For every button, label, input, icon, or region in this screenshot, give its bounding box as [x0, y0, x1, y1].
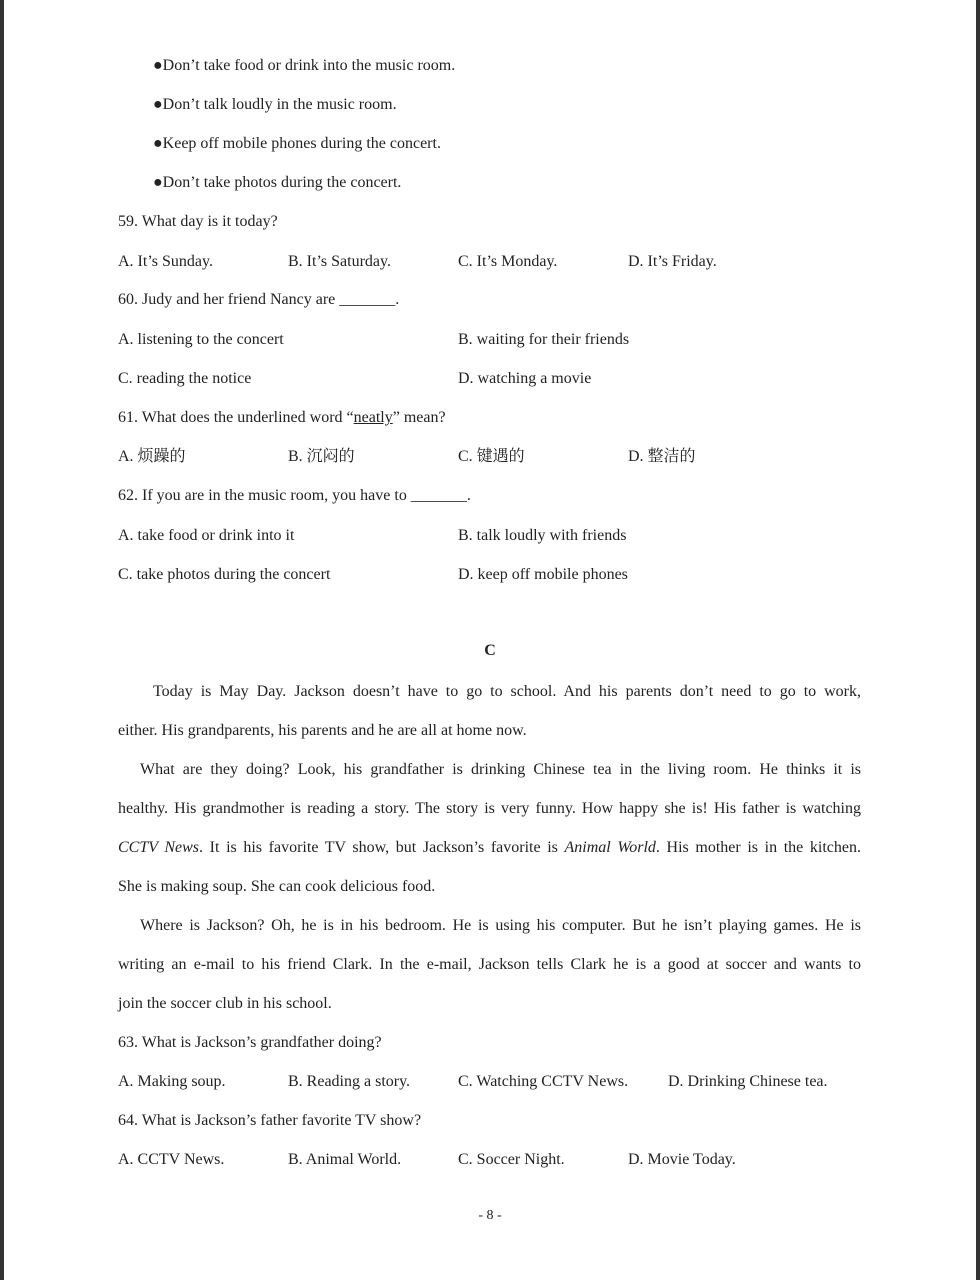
show-title-cctv-news: CCTV News	[118, 839, 200, 856]
rule-item: ●Don’t talk loudly in the music room.	[153, 96, 397, 113]
q64-option-b: B. Animal World.	[288, 1151, 402, 1168]
passage-line: What are they doing? Look, his grandfather is drinking Chinese tea in the living room. He thinks it is	[140, 761, 861, 778]
passage-line: healthy. His grandmother is reading a story. The story is very funny. How happy she is! His father is watching	[118, 800, 861, 817]
q60-blank: _______	[339, 291, 396, 308]
question-60-stem	[118, 290, 399, 310]
q64-option-c: C. Soccer Night.	[458, 1151, 565, 1168]
q60-stem-text: 60. Judy and her friend Nancy are	[118, 291, 340, 308]
passage-line: either. His grandparents, his parents and he are all at home now.	[118, 722, 527, 739]
q59-option-c: C. It’s Monday.	[458, 253, 558, 270]
q62-option-c: C. take photos during the concert	[118, 566, 331, 583]
question-62-stem	[118, 486, 471, 506]
passage-line	[118, 838, 861, 858]
passage-line: join the soccer club in his school.	[118, 995, 332, 1012]
rule-item: ●Don’t take photos during the concert.	[153, 174, 402, 191]
question-63-stem: 63. What is Jackson’s grandfather doing?	[118, 1034, 382, 1051]
q61-option-a: A. 烦躁的	[118, 448, 186, 465]
q62-option-d: D. keep off mobile phones	[458, 566, 628, 583]
passage-text: . His mother is in the kitchen.	[655, 839, 861, 856]
q60-option-c: C. reading the notice	[118, 370, 252, 387]
q63-option-a: A. Making soup.	[118, 1073, 226, 1090]
passage-line: Today is May Day. Jackson doesn’t have to go to school. And his parents don’t need to go to work,	[153, 683, 861, 700]
q61-stem-end: ” mean?	[392, 409, 446, 426]
rule-item: ●Don’t take food or drink into the music room.	[153, 57, 456, 74]
section-heading: C	[484, 642, 496, 659]
q62-blank: _______	[410, 487, 467, 504]
passage-line: writing an e-mail to his friend Clark. In the e-mail, Jackson tells Clark he is a good at soccer and wants to	[118, 956, 861, 973]
passage-line: Where is Jackson? Oh, he is in his bedroom. He is using his computer. But he isn’t playing games. He is	[140, 917, 861, 934]
passage-text: . It is his favorite TV show, but Jackson’s favorite is	[199, 839, 565, 856]
rule-item: ●Keep off mobile phones during the concert.	[153, 135, 441, 152]
question-64-stem: 64. What is Jackson’s father favorite TV show?	[118, 1112, 422, 1129]
q59-option-d: D. It’s Friday.	[628, 253, 717, 270]
q63-option-d: D. Drinking Chinese tea.	[668, 1073, 828, 1090]
q63-option-c: C. Watching CCTV News.	[458, 1073, 629, 1090]
q62-option-b: B. talk loudly with friends	[458, 527, 627, 544]
show-title-animal-world: Animal World	[564, 839, 656, 856]
question-59-stem: 59. What day is it today?	[118, 213, 278, 230]
q60-stem-end: .	[395, 291, 400, 308]
q64-option-a: A. CCTV News.	[118, 1151, 225, 1168]
q61-option-d: D. 整洁的	[628, 448, 696, 465]
q63-option-b: B. Reading a story.	[288, 1073, 411, 1090]
q62-option-a: A. take food or drink into it	[118, 527, 295, 544]
q64-option-d: D. Movie Today.	[628, 1151, 736, 1168]
q59-option-b: B. It’s Saturday.	[288, 253, 391, 270]
passage-line: She is making soup. She can cook delicious food.	[118, 878, 436, 895]
q62-stem-text: 62. If you are in the music room, you have to	[118, 487, 411, 504]
question-61-stem	[118, 408, 446, 428]
q61-option-b: B. 沉闷的	[288, 448, 355, 465]
q61-option-c: C. 键遇的	[458, 448, 525, 465]
page-edge-right	[976, 0, 980, 1280]
page-edge-left	[0, 0, 4, 1280]
q61-underlined-word: neatly	[353, 409, 393, 426]
page-number: - 8 -	[478, 1208, 502, 1223]
q60-option-a: A. listening to the concert	[118, 331, 284, 348]
q59-option-a: A. It’s Sunday.	[118, 253, 213, 270]
q61-stem-text: 61. What does the underlined word “	[118, 409, 354, 426]
q60-option-d: D. watching a movie	[458, 370, 592, 387]
q60-option-b: B. waiting for their friends	[458, 331, 630, 348]
q62-stem-end: .	[466, 487, 471, 504]
